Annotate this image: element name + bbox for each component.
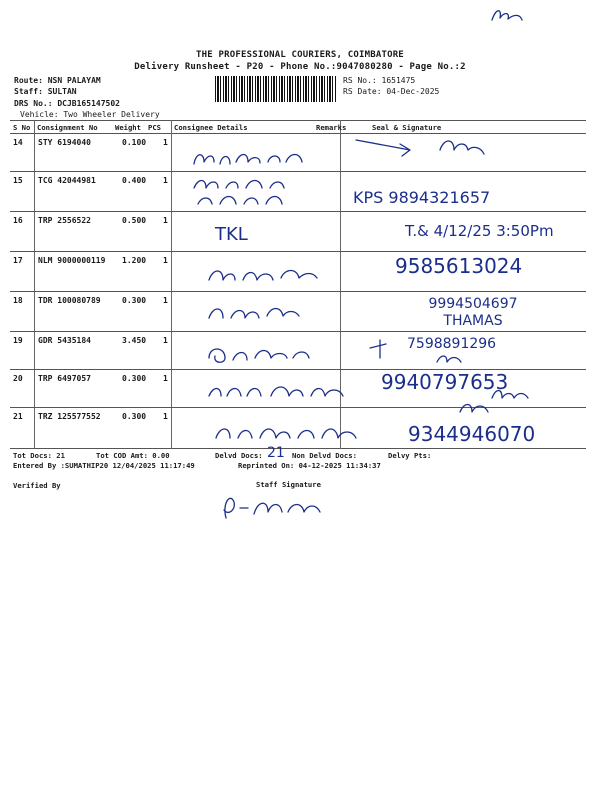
row-weight: 0.400 <box>122 176 147 185</box>
row-sno: 18 <box>13 296 23 305</box>
col-header-consignment: Consignment No <box>37 123 98 132</box>
row-divider <box>10 211 586 212</box>
row-consignment: NLM 9000000119 <box>38 256 106 265</box>
row-pcs: 1 <box>163 374 168 383</box>
row-weight: 0.300 <box>122 296 147 305</box>
seal-handwriting: KPS 9894321657 <box>353 188 491 207</box>
row-consignment: GDR 5435184 <box>38 336 91 345</box>
staff-signature-label: Staff Signature <box>256 480 321 489</box>
row-pcs: 1 <box>163 176 168 185</box>
row-consignment: TRP 2556522 <box>38 216 91 225</box>
row-pcs: 1 <box>163 336 168 345</box>
row-divider <box>10 331 586 332</box>
delivered-docs-label: Delvd Docs: <box>215 451 263 460</box>
runsheet-subtitle: Delivery Runsheet - P20 - Phone No.:9047080280 - Page No.:2 <box>134 62 466 72</box>
non-delivered-docs-label: Non Delvd Docs: <box>292 451 357 460</box>
row-weight: 3.450 <box>122 336 147 345</box>
top-initial-scribble <box>488 4 528 26</box>
delivered-docs-handwritten: 21 <box>267 445 285 461</box>
row-consignment: TCG 42044981 <box>38 176 96 185</box>
signature-arrow <box>350 134 530 168</box>
row-consignment: STY 6194040 <box>38 138 91 147</box>
entered-by: Entered By :SUMATHIP20 12/04/2025 11:17:49 <box>13 461 195 470</box>
col-header-weight: Weight <box>115 123 141 132</box>
seal-handwriting: 9994504697 THAMAS <box>428 296 518 329</box>
drs-number: DRS No.: DCJB165147502 <box>14 99 120 108</box>
consignee-handwriting <box>205 262 325 288</box>
seal-handwriting: T.& 4/12/25 3:50Pm <box>405 222 554 240</box>
col-header-sno: S No <box>13 123 31 132</box>
consignee-handwriting: TKL <box>215 224 248 245</box>
row-weight: 0.300 <box>122 412 147 421</box>
rs-date: RS Date: 04-Dec-2025 <box>343 87 440 96</box>
barcode <box>215 76 337 102</box>
consignee-handwriting <box>190 176 320 210</box>
col-header-remarks: Remarks <box>316 123 347 132</box>
staff-label: Staff: SULTAN <box>14 87 77 96</box>
row-weight: 0.100 <box>122 138 147 147</box>
row-consignment: TDR 100080789 <box>38 296 101 305</box>
col-divider <box>171 120 172 448</box>
rs-number: RS No.: 1651475 <box>343 76 416 85</box>
col-header-pcs: PCS <box>148 123 161 132</box>
row-sno: 16 <box>13 216 23 225</box>
col-header-seal: Seal & Signature <box>372 123 442 132</box>
consignee-handwriting <box>205 342 315 368</box>
consignee-handwriting <box>205 300 305 326</box>
row-divider <box>10 251 586 252</box>
consignee-handwriting <box>212 420 372 446</box>
row-sno: 20 <box>13 374 23 383</box>
company-title: THE PROFESSIONAL COURIERS, COIMBATORE <box>196 50 404 60</box>
seal-handwriting: 9585613024 <box>395 254 523 278</box>
row-pcs: 1 <box>163 412 168 421</box>
row-sno: 19 <box>13 336 23 345</box>
row-weight: 0.300 <box>122 374 147 383</box>
row-sno: 14 <box>13 138 23 147</box>
row-pcs: 1 <box>163 296 168 305</box>
row-consignment: TRZ 125577552 <box>38 412 101 421</box>
row-sno: 15 <box>13 176 23 185</box>
row-divider <box>10 291 586 292</box>
total-cod-amount: Tot COD Amt: 0.00 <box>96 451 170 460</box>
seal-handwriting: 9940797653 <box>381 370 509 394</box>
signature-scribble <box>435 352 465 366</box>
total-docs: Tot Docs: 21 <box>13 451 65 460</box>
row-divider <box>10 407 586 408</box>
seal-handwriting: 7598891296 <box>407 336 497 352</box>
row-consignment: TRP 6497057 <box>38 374 91 383</box>
table-bottom-rule <box>10 448 586 449</box>
col-divider <box>34 120 35 448</box>
signature-scribble <box>458 400 498 418</box>
row-sno: 21 <box>13 412 23 421</box>
staff-signature <box>220 490 330 524</box>
delivery-points-label: Delvy Pts: <box>388 451 432 460</box>
consignee-handwriting <box>190 144 320 172</box>
col-header-consignee: Consignee Details <box>174 123 248 132</box>
consignee-handwriting <box>205 378 355 404</box>
row-sno: 17 <box>13 256 23 265</box>
row-weight: 0.500 <box>122 216 147 225</box>
row-pcs: 1 <box>163 138 168 147</box>
tick-mark <box>366 338 394 360</box>
row-pcs: 1 <box>163 216 168 225</box>
verified-by-label: Verified By <box>13 481 61 490</box>
row-pcs: 1 <box>163 256 168 265</box>
reprinted-on: Reprinted On: 04-12-2025 11:34:37 <box>238 461 381 470</box>
route-label: Route: NSN PALAYAM <box>14 76 101 85</box>
seal-handwriting: 9344946070 <box>408 422 536 446</box>
row-weight: 1.200 <box>122 256 147 265</box>
table-top-rule <box>10 120 586 121</box>
vehicle-label: Vehicle: Two Wheeler Delivery <box>20 110 160 119</box>
